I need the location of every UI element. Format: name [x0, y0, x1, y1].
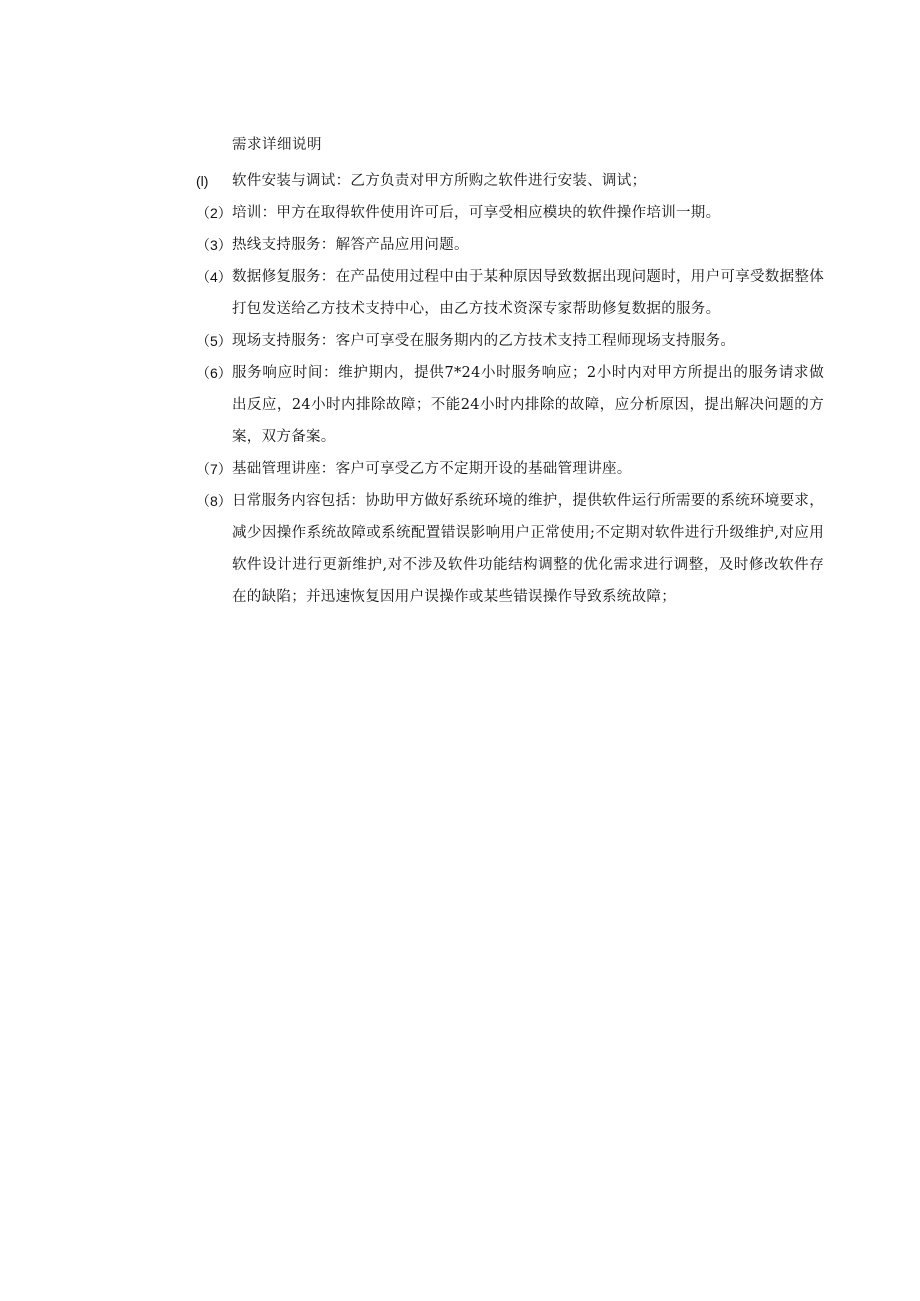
list-item: [196, 261, 824, 325]
item-number: （8）: [196, 493, 232, 509]
list-item: [196, 453, 824, 485]
list-item: [196, 325, 824, 357]
item-text: 软件安装与调试：乙方负责对甲方所购之软件进行安装、调试；: [232, 173, 647, 189]
item-text: 基础管理讲座：客户可享受乙方不定期开设的基础管理讲座。: [232, 461, 632, 477]
item-text: 服务响应时间：维护期内，提供7*24小时服务响应；2小时内对甲方所提出的服务请求做出反应，24小时内排除故障；不能24小时内排除的故障，应分析原因，提出解决问题的方案，双方备案。: [232, 365, 824, 445]
item-number: （2）: [196, 205, 232, 221]
item-text: 热线支持服务：解答产品应用问题。: [232, 237, 469, 253]
item-number: （7）: [196, 461, 232, 477]
item-text: 数据修复服务：在产品使用过程中由于某种原因导致数据出现问题时，用户可享受数据整体打包发送给乙方技术支持中心，由乙方技术资深专家帮助修复数据的服务。: [232, 269, 824, 317]
list-item: [196, 165, 824, 197]
item-text: 日常服务内容包括：协助甲方做好系统环境的维护，提供软件运行所需要的系统环境要求，减少因操作系统故障或系统配置错误影响用户正常使用;不定期对软件进行升级维护,对应用软件设计进行更新维护,对不涉及软件功能结构调整的优化需求进行调整，及时修改软件存在的缺陷；并迅速恢复因用户误操作或某些错误操作导致系统故障；: [232, 493, 824, 605]
item-number: （3）: [196, 237, 232, 253]
section-heading: 需求详细说明: [232, 137, 322, 153]
list-item: [196, 197, 824, 229]
list-item: [196, 229, 824, 261]
item-number: （6）: [196, 365, 232, 381]
item-number: （5）: [196, 333, 232, 349]
list-item: [196, 485, 824, 613]
item-number: （4）: [196, 269, 232, 285]
list-item: [196, 357, 824, 453]
item-text: 培训：甲方在取得软件使用许可后，可享受相应模块的软件操作培训一期。: [232, 205, 721, 221]
document-content: [196, 133, 824, 613]
item-text: 现场支持服务：客户可享受在服务期内的乙方技术支持工程师现场支持服务。: [232, 333, 736, 349]
item-number: (l): [196, 173, 209, 189]
